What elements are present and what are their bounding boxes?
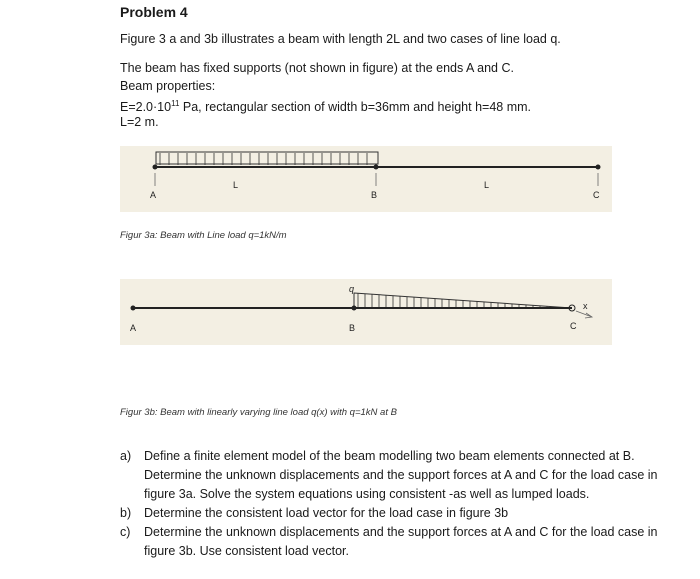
figure-3b bbox=[120, 279, 612, 345]
question-text: Define a finite element model of the beam modelling two beam elements connected at B. Determine the unknown displacements and the support forces at A and C for the load case in figure 3a. Solve the system equations using consistent -as well as lumped loads. bbox=[144, 449, 658, 501]
problem-title: Problem 4 bbox=[120, 4, 188, 20]
label-a: A bbox=[130, 323, 137, 333]
question-text: Determine the unknown displacements and the support forces at A and C for the load case in figure 3b. Use consistent load vector. bbox=[144, 525, 658, 558]
question-text: Determine the consistent load vector for the load case in figure 3b bbox=[144, 506, 509, 520]
length-text: L=2 m. bbox=[120, 115, 159, 129]
supports-text: The beam has fixed supports (not shown in figure) at the ends A and C. bbox=[120, 61, 514, 75]
label-c: C bbox=[593, 190, 600, 200]
figure-3a-caption: Figur 3a: Beam with Line load q=1kN/m bbox=[120, 230, 287, 241]
label-b: B bbox=[349, 323, 356, 333]
node-a bbox=[153, 165, 158, 170]
x-axis-arrow bbox=[576, 311, 592, 317]
label-a: A bbox=[150, 190, 157, 200]
question-c bbox=[120, 523, 680, 561]
figure-3b-caption: Figur 3b: Beam with linearly varying line load q(x) with q=1kN at B bbox=[120, 407, 397, 418]
label-c: C bbox=[570, 321, 577, 331]
question-marker: b) bbox=[120, 506, 132, 520]
figure-3b-beam-diagram bbox=[120, 279, 612, 345]
properties-heading: Beam properties: bbox=[120, 79, 216, 93]
question-marker: c) bbox=[120, 525, 131, 539]
span-label-2: L bbox=[484, 180, 490, 190]
e-modulus-suffix: Pa, rectangular section of width b=36mm and height h=48 mm. bbox=[179, 100, 531, 115]
node-c bbox=[596, 165, 601, 170]
question-marker: a) bbox=[120, 449, 132, 463]
axis-label-x: x bbox=[583, 301, 588, 311]
span-label-1: L bbox=[233, 180, 239, 190]
load-label-q: q bbox=[349, 284, 355, 294]
figure-3a-beam-diagram bbox=[120, 146, 612, 212]
question-a bbox=[120, 447, 680, 504]
question-b bbox=[120, 504, 680, 523]
label-b: B bbox=[371, 190, 378, 200]
node-b bbox=[374, 165, 379, 170]
intro-text: Figure 3 a and 3b illustrates a beam with length 2L and two cases of line load q. bbox=[120, 32, 561, 46]
node-b bbox=[352, 306, 357, 311]
distributed-load-block bbox=[156, 152, 378, 164]
node-a bbox=[131, 306, 136, 311]
material-properties bbox=[120, 95, 531, 116]
figure-3a bbox=[120, 146, 612, 212]
question-list bbox=[120, 447, 680, 561]
e-modulus-prefix: E=2.0·10 bbox=[120, 100, 172, 115]
load-arrows bbox=[160, 153, 367, 165]
e-modulus-exponent: 11 bbox=[171, 99, 180, 108]
